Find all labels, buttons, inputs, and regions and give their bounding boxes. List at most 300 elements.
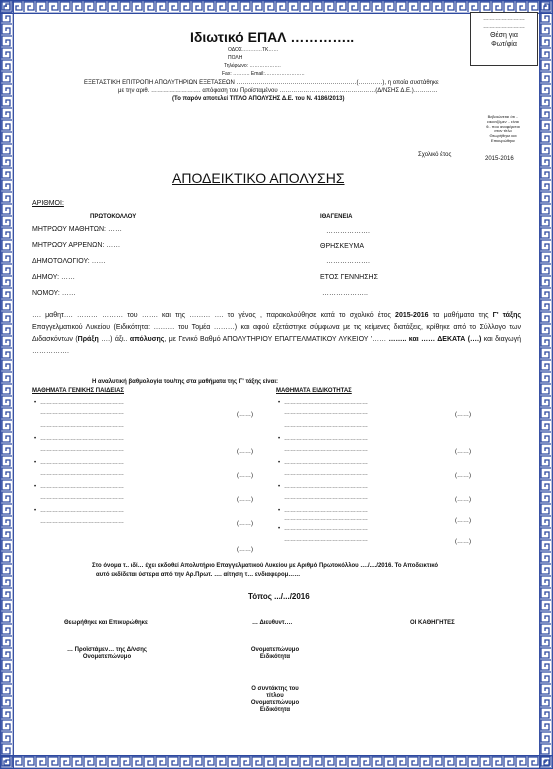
grade-bullet: • — [34, 400, 37, 406]
course-name-dots: …………………………………… — [40, 519, 124, 525]
greek-key-segment — [48, 757, 58, 767]
male-register-field: ΜΗΤΡΩΟΥ ΑΡΡΕΝΩΝ: …… — [32, 242, 121, 249]
course-name-dots: …………………………………… — [284, 508, 368, 514]
greek-key-segment — [541, 324, 551, 334]
course-name-dots: …………………………………… — [284, 471, 368, 477]
greek-key-segment — [541, 180, 551, 190]
greek-key-segment — [541, 564, 551, 574]
greek-key-segment — [2, 480, 12, 490]
greek-key-segment — [541, 348, 551, 358]
student-register-field: ΜΗΤΡΩΟΥ ΜΑΘΗΤΩΝ: …… — [32, 226, 122, 233]
grade-slot: (……) — [455, 473, 471, 479]
greek-key-segment — [2, 240, 12, 250]
greek-key-segment — [360, 2, 370, 12]
grade-slot: (……) — [237, 449, 253, 455]
course-name-dots: …………………………………… — [284, 484, 368, 490]
footer-line-2: αυτό εκδίδεται ύστερα από την Αρ.Πρωτ. …. αίτηση τ… ενδιαφερομ…… — [96, 572, 301, 578]
greek-key-segment — [2, 756, 12, 766]
course-name-dots: …………………………………… — [284, 400, 368, 406]
greek-key-segment — [276, 757, 286, 767]
greek-key-segment — [541, 720, 551, 730]
signature-director-name — [235, 647, 315, 661]
para-school-year: 2015-2016 — [395, 312, 429, 319]
greek-key-segment — [541, 636, 551, 646]
compiler-signature — [235, 686, 315, 714]
greek-key-segment — [541, 708, 551, 718]
grade-bullet: • — [34, 508, 37, 514]
greek-key-segment — [504, 757, 514, 767]
photo-label — [471, 31, 537, 49]
greek-key-segment — [2, 540, 12, 550]
greek-key-segment — [2, 492, 12, 502]
greek-key-segment — [541, 756, 551, 766]
greek-key-segment — [156, 2, 166, 12]
greek-key-segment — [360, 757, 370, 767]
greek-key-segment — [2, 612, 12, 622]
greek-key-segment — [144, 757, 154, 767]
greek-key-segment — [2, 300, 12, 310]
greek-key-segment — [541, 84, 551, 94]
greek-key-segment — [2, 684, 12, 694]
greek-key-segment — [2, 252, 12, 262]
greek-key-segment — [541, 108, 551, 118]
signature-director: … Διευθυντ…. — [252, 620, 293, 626]
course-name-dots: …………………………………… — [284, 447, 368, 453]
greek-key-segment — [541, 120, 551, 130]
greek-key-segment — [252, 2, 262, 12]
course-name-dots: …………………………………… — [40, 447, 124, 453]
greek-key-segment — [2, 312, 12, 322]
greek-key-segment — [541, 396, 551, 406]
greek-key-segment — [216, 757, 226, 767]
greek-key-segment — [541, 648, 551, 658]
nationality-label: ΙΘΑΓΕΝΕΙΑ — [320, 214, 353, 220]
greek-key-segment — [2, 288, 12, 298]
greek-key-segment — [2, 672, 12, 682]
greek-key-segment — [2, 96, 12, 106]
greek-key-segment — [480, 757, 490, 767]
title-note: (Το παρόν αποτελεί ΤΙΤΛΟ ΑΠΟΛΥΣΗΣ Δ.Ε. του Ν. 4186/2013) — [172, 96, 345, 102]
greek-key-segment — [541, 624, 551, 634]
greek-key-segment — [2, 564, 12, 574]
greek-key-segment — [456, 2, 466, 12]
greek-key-segment — [228, 2, 238, 12]
course-name-dots: …………………………………… — [284, 495, 368, 501]
side-note-line: θ.. που αναφέρεται — [486, 123, 520, 129]
protocol-label: ΠΡΩΤΟΚΟΛΛΟΥ — [90, 214, 137, 220]
greek-key-segment — [300, 757, 310, 767]
greek-key-segment — [336, 2, 346, 12]
course-name-dots: …………………………………… — [284, 526, 368, 532]
committee-line-2: με την αριθ. ……………………. απόφαση του Προϊσταμένου …………………………………………(Δ/ΝΣΗΣ Δ.Ε.)………… — [118, 88, 438, 94]
greek-key-segment — [2, 84, 12, 94]
greek-key-segment — [324, 2, 334, 12]
para-grade-value: …….. και …… ΔΕΚΑΤΑ (….) — [388, 336, 482, 343]
course-name-dots: …………………………………… — [40, 410, 124, 416]
side-note-line: Βεβαιώνεται ότι .. — [487, 114, 519, 119]
nationality-value: ………………. — [326, 228, 370, 235]
grade-bullet: • — [278, 484, 281, 490]
birth-year-label: ΕΤΟΣ ΓΕΝΝΗΣΗΣ — [320, 274, 378, 281]
greek-key-segment — [420, 757, 430, 767]
greek-key-segment — [276, 2, 286, 12]
greek-key-segment — [2, 348, 12, 358]
compiler-line4: Ειδικότητα — [259, 706, 291, 713]
greek-key-segment — [96, 757, 106, 767]
greek-key-segment — [252, 757, 262, 767]
greek-key-segment — [48, 2, 58, 12]
greek-key-segment — [468, 2, 478, 12]
greek-key-segment — [120, 2, 130, 12]
greek-key-segment — [2, 72, 12, 82]
prefecture-field: ΝΟΜΟΥ: …… — [32, 290, 76, 297]
greek-key-segment — [408, 757, 418, 767]
greek-key-segment — [396, 2, 406, 12]
grade-slot: (……) — [455, 539, 471, 545]
greek-key-segment — [2, 228, 12, 238]
side-note-line: στον τίτλο — [494, 128, 512, 134]
greek-key-segment — [2, 744, 12, 754]
grades-intro: Η αναλυτική βαθμολογία του/της στα μαθήματα της Γ' τάξης είναι: — [92, 379, 278, 385]
greek-key-segment — [492, 2, 502, 12]
para-part: και διαγωγή ……………. — [32, 336, 521, 355]
greek-key-segment — [541, 444, 551, 454]
greek-key-segment — [156, 757, 166, 767]
course-name-dots: …………………………………… — [284, 436, 368, 442]
greek-key-segment — [264, 2, 274, 12]
para-graduation: απόλυσης — [129, 336, 165, 343]
greek-key-segment — [541, 192, 551, 202]
greek-key-segment — [541, 72, 551, 82]
greek-key-segment — [2, 360, 12, 370]
greek-key-segment — [541, 132, 551, 142]
greek-key-segment — [2, 156, 12, 166]
greek-key-segment — [541, 732, 551, 742]
greek-key-segment — [120, 757, 130, 767]
greek-key-segment — [2, 456, 12, 466]
greek-key-segment — [24, 2, 34, 12]
greek-key-segment — [72, 2, 82, 12]
greek-key-segment — [541, 684, 551, 694]
general-courses-heading: ΜΑΘΗΜΑΤΑ ΓΕΝΙΚΗΣ ΠΑΙΔΕΙΑΣ — [32, 388, 125, 394]
greek-key-segment — [516, 2, 526, 12]
specialty-courses-heading: ΜΑΘΗΜΑΤΑ ΕΙΔΙΚΟΤΗΤΑΣ — [276, 388, 352, 394]
course-name-dots: …………………………………… — [284, 460, 368, 466]
greek-key-segment — [84, 2, 94, 12]
greek-key-segment — [492, 757, 502, 767]
greek-key-segment — [541, 660, 551, 670]
greek-key-segment — [541, 60, 551, 70]
greek-key-segment — [192, 757, 202, 767]
course-name-dots: …………………………………… — [40, 508, 124, 514]
greek-key-segment — [2, 732, 12, 742]
greek-key-segment — [541, 252, 551, 262]
school-year-value: 2015-2016 — [485, 156, 514, 162]
para-part: Επαγγελματικού Λυκείου (Ειδικότητα: ……… του Τομέα ………) και αφού εξετάστηκε σύμφωνα με τις κείμενες διατάξεις, κρίθηκε από το Σύλλογο των Διδασκόντων ( — [32, 324, 521, 343]
greek-key-segment — [180, 757, 190, 767]
grade-bullet: • — [278, 526, 281, 532]
sig-head-line1: … Προϊστάμεν… της Δ/νσης — [67, 647, 147, 653]
greek-key-segment — [2, 36, 12, 46]
greek-key-segment — [541, 48, 551, 58]
para-act: Πράξη — [77, 336, 99, 343]
greek-key-segment — [2, 24, 12, 34]
greek-key-segment — [541, 504, 551, 514]
side-certification-note — [470, 115, 536, 144]
greek-key-segment — [541, 744, 551, 754]
grade-bullet: • — [34, 460, 37, 466]
greek-key-segment — [2, 552, 12, 562]
greek-key-segment — [541, 96, 551, 106]
phone-line: Τηλέφωνο: ………………. — [224, 63, 281, 69]
greek-key-segment — [541, 372, 551, 382]
greek-key-segment — [384, 2, 394, 12]
photo-dots-mid: ………………… — [483, 24, 525, 30]
greek-key-segment — [456, 757, 466, 767]
greek-key-segment — [108, 2, 118, 12]
greek-key-segment — [432, 2, 442, 12]
grade-slot: (……) — [237, 412, 253, 418]
greek-key-segment — [541, 540, 551, 550]
religion-label: ΘΡΗΣΚΕΥΜΑ — [320, 243, 365, 250]
greek-key-segment — [2, 324, 12, 334]
greek-key-segment — [348, 757, 358, 767]
course-name-dots: …………………………………… — [284, 516, 368, 522]
greek-key-segment — [2, 720, 12, 730]
greek-key-segment — [168, 757, 178, 767]
greek-key-segment — [528, 757, 538, 767]
greek-key-segment — [444, 2, 454, 12]
greek-key-segment — [408, 2, 418, 12]
greek-key-segment — [2, 708, 12, 718]
greek-key-segment — [132, 2, 142, 12]
greek-key-segment — [541, 156, 551, 166]
compiler-line2: τίτλου — [266, 692, 284, 699]
side-note-line: Επικυρώθηκε — [490, 137, 516, 143]
greek-key-segment — [468, 757, 478, 767]
greek-key-border-right — [539, 0, 553, 769]
greek-key-segment — [516, 757, 526, 767]
greek-key-segment — [541, 576, 551, 586]
document-title: ΑΠΟΔΕΙΚΤΙΚΟ ΑΠΟΛΥΣΗΣ — [172, 170, 345, 186]
greek-key-segment — [420, 2, 430, 12]
greek-key-segment — [541, 288, 551, 298]
greek-key-segment — [2, 48, 12, 58]
greek-key-segment — [2, 0, 12, 10]
place-date: Τόπος .../.../2016 — [248, 592, 310, 601]
municipality-field: ΔΗΜΟΥ: …… — [32, 274, 75, 281]
greek-key-segment — [541, 588, 551, 598]
greek-key-segment — [541, 312, 551, 322]
greek-key-segment — [541, 384, 551, 394]
greek-key-segment — [144, 2, 154, 12]
greek-key-segment — [168, 2, 178, 12]
greek-key-segment — [2, 696, 12, 706]
greek-key-segment — [24, 757, 34, 767]
greek-key-segment — [2, 108, 12, 118]
greek-key-segment — [204, 2, 214, 12]
greek-key-segment — [264, 757, 274, 767]
grade-slot: (……) — [455, 497, 471, 503]
greek-key-segment — [2, 468, 12, 478]
greek-key-segment — [288, 757, 298, 767]
certification-paragraph — [32, 310, 521, 358]
greek-key-segment — [96, 2, 106, 12]
grade-bullet: • — [34, 484, 37, 490]
course-name-dots: …………………………………… — [284, 410, 368, 416]
greek-key-segment — [541, 552, 551, 562]
greek-key-segment — [541, 168, 551, 178]
photo-dots-top: ………………… — [483, 16, 525, 22]
greek-key-segment — [2, 648, 12, 658]
greek-key-segment — [2, 660, 12, 670]
greek-key-segment — [240, 757, 250, 767]
greek-key-segment — [312, 757, 322, 767]
greek-key-segment — [541, 528, 551, 538]
greek-key-segment — [480, 2, 490, 12]
greek-key-segment — [2, 588, 12, 598]
greek-key-segment — [108, 757, 118, 767]
greek-key-segment — [192, 2, 202, 12]
school-year-label: Σχολικό έτος — [418, 152, 452, 158]
greek-key-segment — [541, 12, 551, 22]
greek-key-segment — [2, 528, 12, 538]
greek-key-segment — [2, 336, 12, 346]
greek-key-segment — [2, 396, 12, 406]
greek-key-segment — [541, 216, 551, 226]
greek-key-segment — [2, 204, 12, 214]
greek-key-segment — [228, 757, 238, 767]
greek-key-segment — [541, 408, 551, 418]
greek-key-segment — [204, 757, 214, 767]
course-name-dots: …………………………………… — [40, 471, 124, 477]
course-name-dots: …………………………………… — [40, 484, 124, 490]
school-title: Ιδιωτικό ΕΠΑΛ ………….. — [190, 29, 355, 45]
signature-teachers: ΟΙ ΚΑΘΗΓΗΤΕΣ — [410, 620, 455, 626]
grade-bullet: • — [278, 508, 281, 514]
signature-head-office — [52, 647, 162, 661]
greek-key-segment — [2, 444, 12, 454]
grade-slot: (……) — [455, 412, 471, 418]
address-street: ΟΔΟΣ…………ΤΚ…… — [228, 47, 279, 53]
para-grade-class: Γ' τάξης — [492, 312, 521, 319]
greek-key-segment — [541, 36, 551, 46]
greek-key-segment — [396, 757, 406, 767]
greek-key-segment — [2, 168, 12, 178]
photo-placeholder-box — [470, 12, 538, 66]
greek-key-segment — [336, 757, 346, 767]
greek-key-segment — [541, 144, 551, 154]
grade-bullet: • — [278, 460, 281, 466]
grade-slot: (……) — [237, 497, 253, 503]
greek-key-segment — [2, 60, 12, 70]
greek-key-segment — [2, 504, 12, 514]
greek-key-segment — [541, 276, 551, 286]
greek-key-segment — [2, 408, 12, 418]
greek-key-segment — [541, 0, 551, 10]
greek-key-segment — [541, 204, 551, 214]
para-part: τα μαθήματα της — [428, 312, 493, 319]
greek-key-segment — [504, 2, 514, 12]
greek-key-segment — [432, 757, 442, 767]
sig-director-line2: Ειδικότητα — [259, 653, 291, 660]
para-part: …. μαθητ…. ……… ……… του ……. και της ……… …. το γένος , παρακολούθησε κατά το σχολικό έτος — [32, 312, 396, 319]
greek-key-segment — [541, 696, 551, 706]
footer-line-1: Στο όνομα τ.. ιδί… έχει εκδοθεί Απολυτήριο Επαγγελματικού Λυκείου με Αριθμό Πρωτοκόλλου …./..../2016. Το Αποδεικτικό — [92, 563, 439, 569]
greek-key-segment — [84, 757, 94, 767]
para-part: , με Γενικό Βαθμό ΑΠΟΛΥΤΗΡΙΟΥ ΕΠΑΓΓΕΛΜΑΤΙΚΟΥ ΛΥΚΕΙΟΥ '…… — [164, 336, 389, 343]
greek-key-segment — [541, 492, 551, 502]
greek-key-segment — [312, 2, 322, 12]
greek-key-segment — [444, 757, 454, 767]
greek-key-segment — [541, 600, 551, 610]
greek-key-segment — [180, 2, 190, 12]
greek-key-segment — [541, 612, 551, 622]
greek-key-segment — [541, 360, 551, 370]
greek-key-segment — [541, 456, 551, 466]
address-city: ΠΟΛΗ — [228, 55, 243, 61]
sig-head-line2: Ονοματεπώνυμο — [82, 653, 132, 660]
side-note-line: Θεωρήθηκε και — [489, 133, 517, 139]
religion-value: ………………. — [326, 258, 370, 265]
greek-key-segment — [2, 432, 12, 442]
greek-key-segment — [2, 192, 12, 202]
para-part: ….) άξι.. — [98, 336, 130, 343]
greek-key-segment — [2, 636, 12, 646]
greek-key-border-bottom — [0, 755, 553, 769]
greek-key-segment — [36, 2, 46, 12]
greek-key-segment — [348, 2, 358, 12]
course-name-dots: …………………………………… — [40, 495, 124, 501]
greek-key-segment — [541, 300, 551, 310]
greek-key-segment — [2, 276, 12, 286]
greek-key-segment — [541, 672, 551, 682]
grade-bullet: • — [278, 400, 281, 406]
greek-key-segment — [2, 144, 12, 154]
greek-key-border-left — [0, 0, 14, 769]
greek-key-segment — [60, 2, 70, 12]
greek-key-segment — [2, 516, 12, 526]
sig-director-line1: Ονοματεπώνυμο — [250, 647, 300, 653]
grade-slot: (……) — [455, 449, 471, 455]
greek-key-segment — [2, 180, 12, 190]
course-name-dots: …………………………………… — [40, 460, 124, 466]
greek-key-segment — [541, 480, 551, 490]
greek-key-segment — [528, 2, 538, 12]
greek-key-segment — [2, 216, 12, 226]
greek-key-segment — [2, 264, 12, 274]
side-note-line: εικονιζόμεν .. είναι — [487, 118, 519, 124]
course-name-dots: …………………………………… — [284, 537, 368, 543]
signature-validated: Θεωρήθηκε και Επικυρώθηκε — [64, 620, 148, 626]
greek-key-segment — [324, 757, 334, 767]
greek-key-segment — [541, 228, 551, 238]
committee-line-1: ΕΞΕΤΑΣΤΙΚΗ ΕΠΙΤΡΟΠΗ ΑΠΟΛΥΤΗΡΙΩΝ ΕΞΕΤΑΣΕΩΝ ……………………………………………………(…………), η οποία συστάθηκε — [84, 80, 439, 86]
greek-key-segment — [2, 624, 12, 634]
course-name-dots: …………………………………… — [40, 436, 124, 442]
grade-slot: (……) — [237, 473, 253, 479]
greek-key-segment — [36, 757, 46, 767]
greek-key-segment — [2, 12, 12, 22]
numbers-heading: ΑΡΙΘΜΟΙ: — [32, 200, 64, 207]
greek-key-segment — [2, 384, 12, 394]
greek-key-segment — [2, 600, 12, 610]
greek-key-segment — [288, 2, 298, 12]
greek-key-segment — [2, 420, 12, 430]
greek-key-segment — [541, 432, 551, 442]
greek-key-segment — [541, 264, 551, 274]
photo-label-line1: Θέση για — [490, 32, 518, 39]
